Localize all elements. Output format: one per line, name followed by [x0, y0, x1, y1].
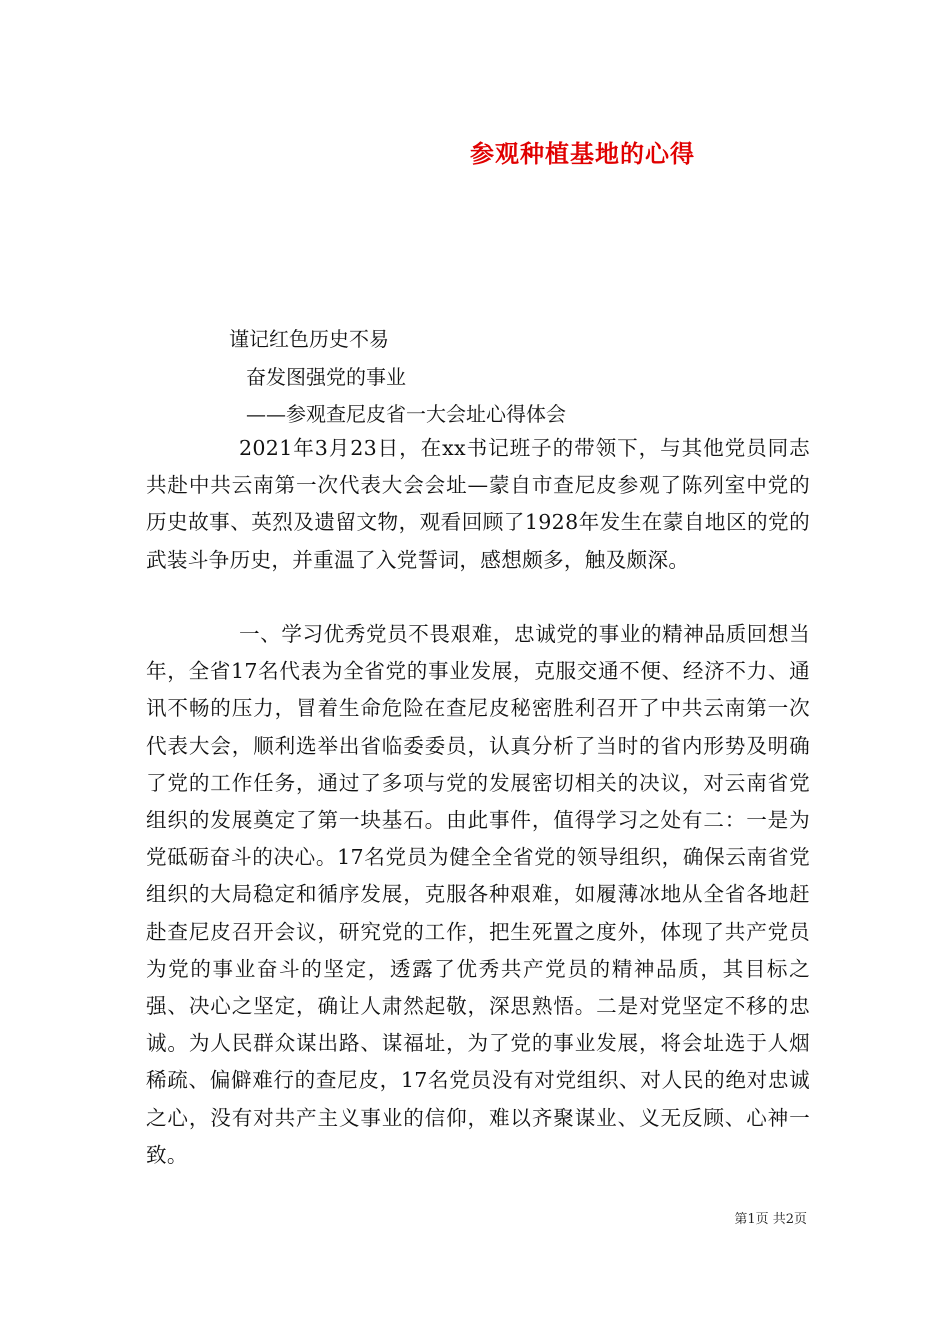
- body-paragraph-1: 2021年3月23日，在xx书记班子的带领下，与其他党员同志共赴中共云南第一次代表大会会址—蒙自市查尼皮参观了陈列室中党的历史故事、英烈及遗留文物，观看回顾了1928年发生在蒙自地区的党的武装斗争历史，并重温了入党誓词，感想颇多，触及颇深。: [146, 436, 810, 572]
- document-title: 参观种植基地的心得: [470, 139, 695, 168]
- subtitle-line-2: 奋发图强党的事业: [246, 365, 406, 389]
- subtitle-line-1: 谨记红色历史不易: [229, 327, 389, 351]
- body-paragraph-2: 一、学习优秀党员不畏艰难，忠诚党的事业的精神品质回想当年，全省17名代表为全省党的事业发展，克服交通不便、经济不力、通讯不畅的压力，冒着生命危险在查尼皮秘密胜利召开了中共云南第一次代表大会，顺利选举出省临委委员，认真分析了当时的省内形势及明确了党的工作任务，通过了多项与党的发展密切相关的决议，对云南省党组织的发展奠定了第一块基石。由此事件，值得学习之处有二：一是为党砥砺奋斗的决心。17名党员为健全全省党的领导组织，确保云南省党组织的大局稳定和循序发展，克服各种艰难，如履薄冰地从全省各地赶赴查尼皮召开会议，研究党的工作，把生死置之度外，体现了共产党员为党的事业奋斗的坚定，透露了优秀共产党员的精神品质，其目标之强、决心之坚定，确让人肃然起敬，深思熟悟。二是对党坚定不移的忠诚。为人民群众谋出路、谋福址，为了党的事业发展，将会址选于人烟稀疏、偏僻难行的查尼皮，17名党员没有对党组织、对人民的绝对忠诚之心，没有对共产主义事业的信仰，难以齐聚谋业、义无反顾、心神一致。: [146, 622, 810, 1167]
- subtitle-line-3: ——参观查尼皮省一大会址心得体会: [246, 402, 566, 426]
- page-number-footer: 第1页 共2页: [734, 1212, 807, 1227]
